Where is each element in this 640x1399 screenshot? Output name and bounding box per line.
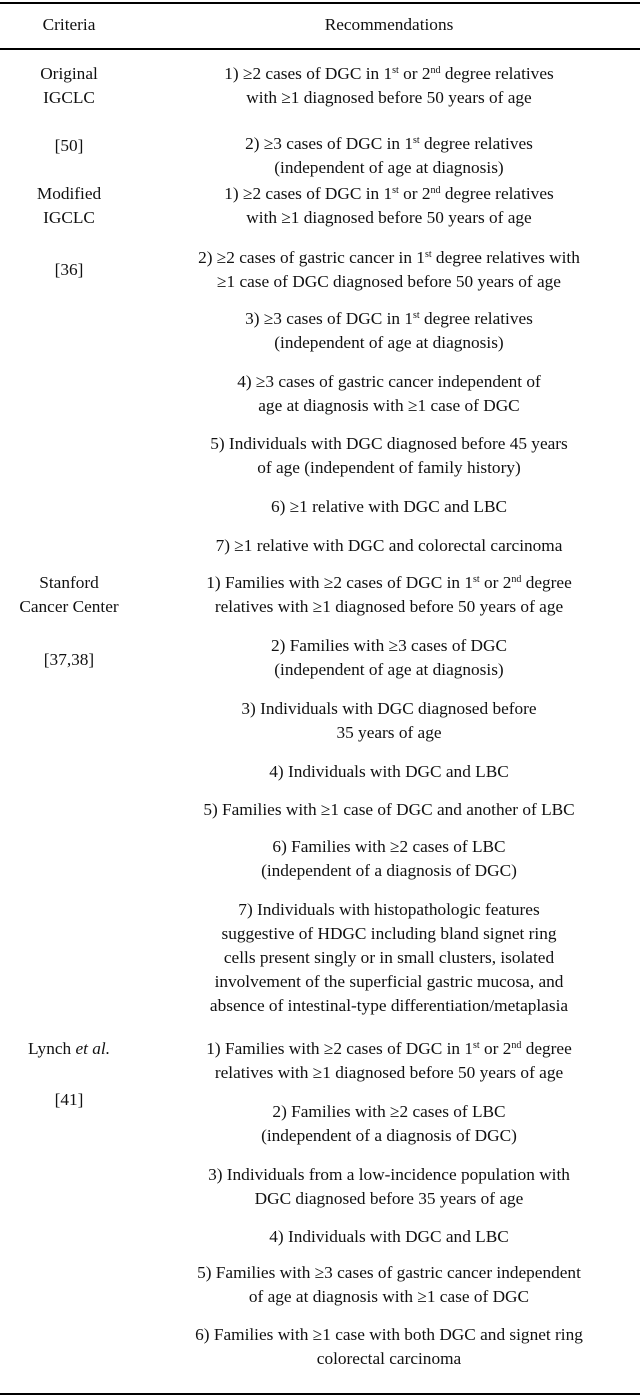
table-bottom-rule xyxy=(0,1393,640,1395)
recommendation-line: 4) Individuals with DGC and LBC xyxy=(269,762,509,781)
recommendation-line: 5) Families with ≥1 case of DGC and another of LBC xyxy=(203,800,575,819)
header-recommendations: Recommendations xyxy=(324,15,454,34)
recommendation-line: 3) Individuals with DGC diagnosed before xyxy=(241,699,537,718)
recommendation-line: 1) Families with ≥2 cases of DGC in 1st or 2nd degree xyxy=(206,573,572,592)
recommendation-line: 1) ≥2 cases of DGC in 1st or 2nd degree relatives xyxy=(224,184,554,203)
recommendation-line: of age (independent of family history) xyxy=(257,458,521,477)
header-criteria: Criteria xyxy=(42,15,96,34)
recommendation-line: 5) Families with ≥3 cases of gastric cancer independent xyxy=(197,1263,581,1282)
recommendation-item xyxy=(138,246,640,294)
recommendation-line: with ≥1 diagnosed before 50 years of age xyxy=(246,88,532,107)
recommendation-item xyxy=(138,62,640,110)
recommendation-line: cells present singly or in small clusters, isolated xyxy=(223,948,555,967)
criteria-reference: [37,38] xyxy=(43,650,95,669)
recommendation-line: 2) Families with ≥3 cases of DGC xyxy=(270,636,508,655)
recommendation-line: (independent of a diagnosis of DGC) xyxy=(261,861,517,880)
criteria-name-line: Modified xyxy=(36,184,102,203)
recommendation-line: with ≥1 diagnosed before 50 years of age xyxy=(246,208,532,227)
criteria-name-line: IGCLC xyxy=(43,208,95,227)
criteria-name-line: Original xyxy=(40,64,98,83)
recommendation-line: 2) ≥3 cases of DGC in 1st degree relatives xyxy=(245,134,533,153)
criteria-name-line: IGCLC xyxy=(43,88,95,107)
recommendation-line: suggestive of HDGC including bland signet ring xyxy=(221,924,557,943)
recommendation-item xyxy=(138,1225,640,1249)
recommendation-line: 3) Individuals from a low-incidence population with xyxy=(208,1165,570,1184)
criteria-cell xyxy=(0,182,138,230)
criteria-name-line: Cancer Center xyxy=(19,597,119,616)
recommendation-line: relatives with ≥1 diagnosed before 50 years of age xyxy=(214,597,564,616)
recommendation-item xyxy=(138,534,640,558)
criteria-reference: [41] xyxy=(54,1090,84,1109)
recommendation-line: of age at diagnosis with ≥1 case of DGC xyxy=(248,1287,530,1306)
table-top-rule xyxy=(0,2,640,4)
recommendation-line: relatives with ≥1 diagnosed before 50 years of age xyxy=(214,1063,564,1082)
recommendation-line: 2) Families with ≥2 cases of LBC xyxy=(272,1102,506,1121)
recommendation-item xyxy=(138,1163,640,1211)
criteria-reference: [50] xyxy=(54,136,84,155)
recommendation-line: 3) ≥3 cases of DGC in 1st degree relatives xyxy=(245,309,533,328)
recommendation-item xyxy=(138,370,640,418)
recommendation-item xyxy=(138,760,640,784)
recommendation-item xyxy=(138,835,640,883)
criteria-cell xyxy=(0,1037,138,1061)
recommendation-item xyxy=(138,798,640,822)
recommendation-line: 2) ≥2 cases of gastric cancer in 1st degree relatives with xyxy=(198,248,580,267)
recommendation-line: 7) Individuals with histopathologic features xyxy=(238,900,540,919)
recommendation-item xyxy=(138,571,640,619)
recommendation-item xyxy=(138,432,640,480)
criteria-name-line: Stanford xyxy=(39,573,99,592)
criteria-reference: [36] xyxy=(54,260,84,279)
criteria-cell xyxy=(0,62,138,110)
recommendation-line: 4) Individuals with DGC and LBC xyxy=(269,1227,509,1246)
recommendation-line: involvement of the superficial gastric mucosa, and xyxy=(214,972,564,991)
recommendation-line: (independent of age at diagnosis) xyxy=(274,333,504,352)
recommendation-line: 35 years of age xyxy=(336,723,442,742)
recommendation-line: 6) ≥1 relative with DGC and LBC xyxy=(270,497,508,516)
recommendation-line: (independent of age at diagnosis) xyxy=(274,660,504,679)
criteria-name-line: Lynch et al. xyxy=(27,1039,111,1058)
recommendation-line: age at diagnosis with ≥1 case of DGC xyxy=(258,396,520,415)
recommendation-line: 1) Families with ≥2 cases of DGC in 1st or 2nd degree xyxy=(206,1039,572,1058)
recommendation-item xyxy=(138,182,640,230)
recommendation-item xyxy=(138,1323,640,1371)
recommendation-item xyxy=(138,1037,640,1085)
recommendation-line: 6) Families with ≥1 case with both DGC and signet ring xyxy=(195,1325,583,1344)
recommendation-line: absence of intestinal-type differentiation/metaplasia xyxy=(209,996,569,1015)
recommendation-item xyxy=(138,898,640,1018)
recommendation-line: 7) ≥1 relative with DGC and colorectal carcinoma xyxy=(215,536,563,555)
recommendation-item xyxy=(138,1261,640,1309)
recommendation-line: 4) ≥3 cases of gastric cancer independent of xyxy=(237,372,541,391)
recommendation-line: ≥1 case of DGC diagnosed before 50 years of age xyxy=(217,272,561,291)
recommendation-line: (independent of age at diagnosis) xyxy=(274,158,504,177)
recommendation-item xyxy=(138,132,640,180)
recommendation-item xyxy=(138,1100,640,1148)
recommendation-line: 6) Families with ≥2 cases of LBC xyxy=(272,837,506,856)
criteria-cell xyxy=(0,571,138,619)
recommendation-line: DGC diagnosed before 35 years of age xyxy=(254,1189,524,1208)
recommendation-item xyxy=(138,307,640,355)
recommendation-line: (independent of a diagnosis of DGC) xyxy=(261,1126,517,1145)
recommendation-item xyxy=(138,634,640,682)
recommendation-line: 5) Individuals with DGC diagnosed before 45 years xyxy=(210,434,568,453)
recommendation-item xyxy=(138,697,640,745)
recommendation-item xyxy=(138,495,640,519)
recommendation-line: 1) ≥2 cases of DGC in 1st or 2nd degree relatives xyxy=(224,64,554,83)
table-header-rule xyxy=(0,48,640,50)
recommendation-line: colorectal carcinoma xyxy=(316,1349,462,1368)
